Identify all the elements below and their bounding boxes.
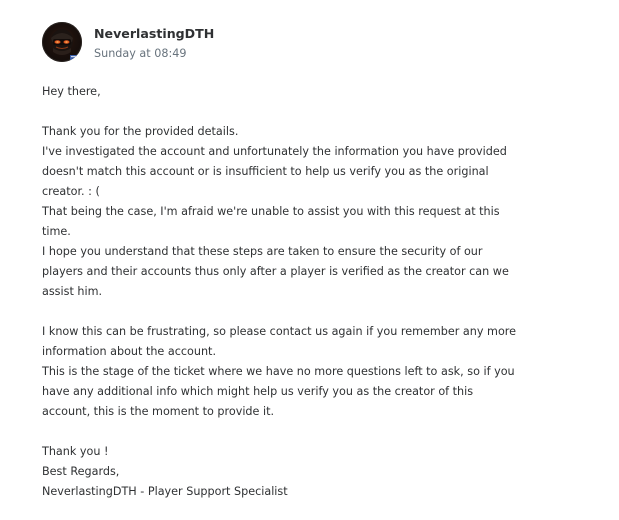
body-line: information about the account. xyxy=(42,345,217,358)
paragraph-spacer xyxy=(42,102,542,122)
body-line: assist him. xyxy=(42,285,103,298)
paragraph-spacer xyxy=(42,422,542,442)
body-line: doesn't match this account or is insufficient to help us verify you as the original xyxy=(42,165,489,178)
comment-timestamp: Sunday at 08:49 xyxy=(94,47,187,60)
body-line: time. xyxy=(42,225,71,238)
signature-line: NeverlastingDTH - Player Support Specialist xyxy=(42,485,288,498)
body-line: This is the stage of the ticket where we have no more questions left to ask, so if you xyxy=(42,365,515,378)
greeting-text: Hey there, xyxy=(42,85,101,98)
avatar-image xyxy=(42,22,82,62)
body-line: I hope you understand that these steps are taken to ensure the security of our xyxy=(42,245,483,258)
body-line: players and their accounts thus only after a player is verified as the creator can we xyxy=(42,265,509,278)
closing-line: Thank you ! xyxy=(42,445,109,458)
body-line: have any additional info which might help us verify you as the creator of this xyxy=(42,385,474,398)
body-line: I know this can be frustrating, so please contact us again if you remember any more xyxy=(42,325,517,338)
body-line: I've investigated the account and unfortunately the information you have provided xyxy=(42,145,507,158)
body-line: account, this is the moment to provide it. xyxy=(42,405,275,418)
body-line: creator. : ( xyxy=(42,185,100,198)
closing-line: Best Regards, xyxy=(42,465,120,478)
paragraph-spacer xyxy=(42,302,542,322)
agent-avatar-icon[interactable] xyxy=(42,22,82,62)
comment-header xyxy=(42,22,442,66)
author-name[interactable]: NeverlastingDTH xyxy=(94,26,215,41)
body-line: Thank you for the provided details. xyxy=(42,125,239,138)
comment-body xyxy=(42,82,542,502)
body-line: That being the case, I'm afraid we're unable to assist you with this request at this xyxy=(42,205,500,218)
